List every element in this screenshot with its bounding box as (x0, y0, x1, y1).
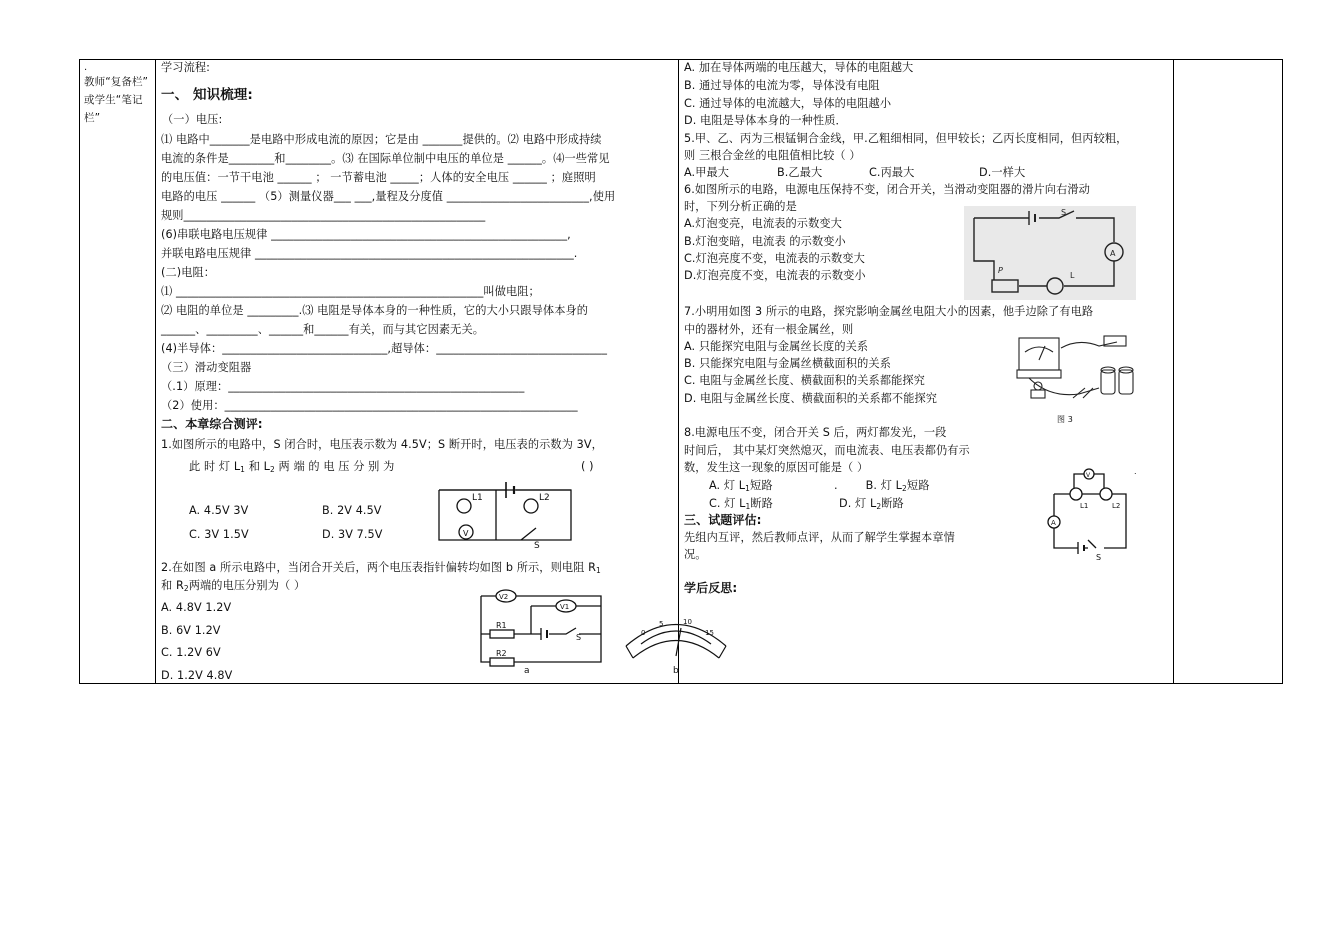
svg-text:L1: L1 (472, 493, 483, 503)
subsection-title: （一）电压: (162, 113, 223, 126)
option-a: A. 灯 $L_1$短路 (709, 479, 773, 493)
section-title: 二、本章综合测评: (161, 417, 263, 431)
svg-text:P: P (998, 266, 1003, 275)
answer-paren: ( ) (581, 460, 594, 473)
option-c: C. 电阻与金属丝长度、横截面积的关系都能探究 (684, 374, 925, 387)
svg-text:S: S (534, 541, 540, 551)
svg-text:L: L (1070, 271, 1075, 280)
svg-text:V2: V2 (499, 593, 509, 601)
svg-text:15: 15 (705, 629, 714, 637)
question-text: 8.电源电压不变，闭合开关 S 后，两灯都发光，一段 (684, 426, 947, 439)
q8-circuit-diagram (1044, 462, 1144, 562)
blank-column (1174, 60, 1284, 683)
note-line: 教师“复备栏” (84, 76, 149, 88)
svg-text:A: A (1110, 249, 1116, 258)
text-line: ______、_________、______和______有关，而与其它因素无关。 (161, 323, 485, 336)
svg-text:5: 5 (659, 620, 664, 628)
section-title: 一、 知识梳理: (161, 87, 253, 103)
questions-column (679, 60, 1173, 683)
option-c: C. 灯 $L_1$断路 (709, 497, 773, 511)
question-text: 则 三根合金丝的电阻值相比较（ ） (684, 149, 861, 162)
note-dot: . (84, 62, 88, 73)
svg-text:S: S (1061, 208, 1067, 217)
svg-text:V: V (1086, 472, 1091, 479)
question-text: 1.如图所示的电路中，S 闭合时，电压表示数为 4.5V；S 断开时，电压表的示数为 3V， (161, 438, 603, 451)
option-c: C.丙最大 (869, 166, 915, 179)
svg-text:S: S (576, 633, 582, 642)
text-line: ⑴ 电路中_______是电路中形成电流的原因；它是由 _______提供的。⑵ 电路中形成持续 (161, 133, 602, 146)
option-b: . B. 灯 $L_2$短路 (834, 479, 930, 493)
text-line: 电流的条件是________和________。⑶ 在国际单位制中电压的单位是 ______。⑷一些常见 (161, 152, 610, 165)
option-d: D. 电阻与金属丝长度、横截面积的关系都不能探究 (684, 392, 938, 405)
question-text: 5.甲、乙、丙为三根锰铜合金线，甲.乙粗细相同，但甲较长；乙丙长度相同，但丙较粗， (684, 132, 1128, 145)
question-text: 数，发生这一现象的原因可能是（ ） (684, 461, 869, 474)
option-b: B. 6V 1.2V (161, 624, 221, 637)
text-line: （2）使用：______________________________________________________________ (161, 399, 578, 412)
text-line: (6)串联电路电压规律 ____________________________________________________, (161, 228, 571, 241)
svg-text:L2: L2 (1112, 502, 1121, 510)
svg-text:S: S (1096, 553, 1102, 562)
svg-text:L2: L2 (539, 493, 550, 503)
svg-text:R1: R1 (496, 621, 507, 630)
section-title: 学后反思: (684, 581, 738, 595)
option-d: D.灯泡亮度不变，电流表的示数变小 (684, 269, 866, 282)
svg-text:.: . (1134, 467, 1137, 476)
question-text: 时间后， 其中某灯突然熄灭，而电流表、电压表都仍有示 (684, 444, 970, 457)
option-d: D. 1.2V 4.8V (161, 669, 233, 682)
question-text: 此 时 灯 $L_1$ 和 $L_2$ 两 端 的 电 压 分 别 为 (189, 460, 395, 474)
option-d: D. 灯 $L_2$断路 (839, 497, 904, 511)
option-a: A. 4.5V 3V (189, 504, 249, 517)
figure-label: b (673, 666, 679, 676)
text-line: ⑵ 电阻的单位是 _________.⑶ 电阻是导体本身的一种性质，它的大小只跟导体本身的 (161, 304, 589, 317)
option-d: D.一样大 (979, 166, 1026, 179)
option-c: C. 3V 1.5V (189, 528, 249, 541)
text-line: 先组内互评，然后教师点评，从而了解学生掌握本章情 (684, 531, 955, 544)
text-line: 的电压值：一节干电池 ______ ； 一节蓄电池 _____；人体的安全电压 ______ ；庭照明 (161, 171, 596, 184)
question-text: 2.在如图 a 所示电路中，当闭合开关后，两个电压表指针偏转均如图 b 所示，则电阻 $R_1$ (161, 561, 601, 575)
subsection-title: (二)电阻： (161, 266, 216, 279)
option-a: A. 4.8V 1.2V (161, 601, 232, 614)
lesson-table (79, 59, 1283, 684)
option-b: B. 只能探究电阻与金属丝横截面积的关系 (684, 357, 891, 370)
option-c: C. 通过导体的电流越大，导体的电阻越小 (684, 97, 892, 110)
svg-text:10: 10 (683, 618, 692, 626)
svg-text:V1: V1 (560, 603, 570, 611)
svg-text:V: V (463, 529, 469, 538)
option-b: B.乙最大 (777, 166, 823, 179)
text-line: （.1）原理：____________________________________________________ (161, 380, 525, 393)
option-b: B. 2V 4.5V (322, 504, 382, 517)
figure-label: a (524, 666, 530, 676)
section-title: 三、试题评估: (684, 513, 762, 527)
option-b: B. 通过导体的电流为零，导体没有电阻 (684, 79, 880, 92)
text-line: 况。 (684, 548, 707, 561)
q7-apparatus-figure (1009, 328, 1149, 410)
question-text: 6.如图所示的电路，电源电压保持不变，闭合开关，当滑动变阻器的滑片向右滑动 (684, 183, 1090, 196)
text-line: 电路的电压 ______ （5）测量仪器___ ___,量程及分度值 _________________________,使用 (161, 190, 616, 203)
svg-text:L1: L1 (1080, 502, 1089, 510)
question-text: 中的器材外，还有一根金属丝，则 (684, 323, 854, 336)
option-c: C.灯泡亮度不变，电流表的示数变大 (684, 252, 865, 265)
svg-text:A: A (1051, 519, 1056, 527)
option-a: A. 只能探究电阻与金属丝长度的关系 (684, 340, 869, 353)
option-c: C. 1.2V 6V (161, 646, 221, 659)
text-line: ⑴ ______________________________________________________叫做电阻； (161, 285, 540, 298)
note-line: 栏” (84, 112, 101, 124)
figure-caption: 图 3 (1057, 415, 1073, 424)
option-d: D. 3V 7.5V (322, 528, 383, 541)
option-a: A.灯泡变亮，电流表的示数变大 (684, 217, 842, 230)
text-line: (4)半导体：_____________________________,超导体：______________________________ (161, 342, 608, 355)
q6-circuit-diagram (964, 206, 1136, 300)
question-text: 时，下列分析正确的是 (684, 200, 797, 213)
q1-circuit-diagram (436, 460, 576, 550)
svg-text:R2: R2 (496, 649, 507, 658)
note-line: 或学生“笔记 (84, 94, 143, 106)
option-a: A. 加在导体两端的电压越大，导体的电阻越大 (684, 61, 914, 74)
q2-circuit-diagram-a (476, 584, 606, 676)
svg-text:0: 0 (641, 629, 646, 637)
option-a: A.甲最大 (684, 166, 730, 179)
question-text: 和 $R_2$两端的电压分别为（ ） (161, 579, 306, 593)
question-text: 7.小明用如图 3 所示的电路，探究影响金属丝电阻大小的因素，他手边除了有电路 (684, 305, 1094, 318)
notes-column (80, 60, 155, 683)
option-d: D. 电阻是导体本身的一种性质． (684, 114, 847, 127)
text-line: 并联电路电压规律 ________________________________________________________. (161, 247, 578, 260)
subsection-title: （三）滑动变阻器 (161, 361, 252, 374)
flow-label: 学习流程: (161, 61, 211, 74)
option-b: B.灯泡变暗，电流表 的示数变小 (684, 235, 846, 248)
text-line: 规则_____________________________________________________ (161, 209, 486, 222)
